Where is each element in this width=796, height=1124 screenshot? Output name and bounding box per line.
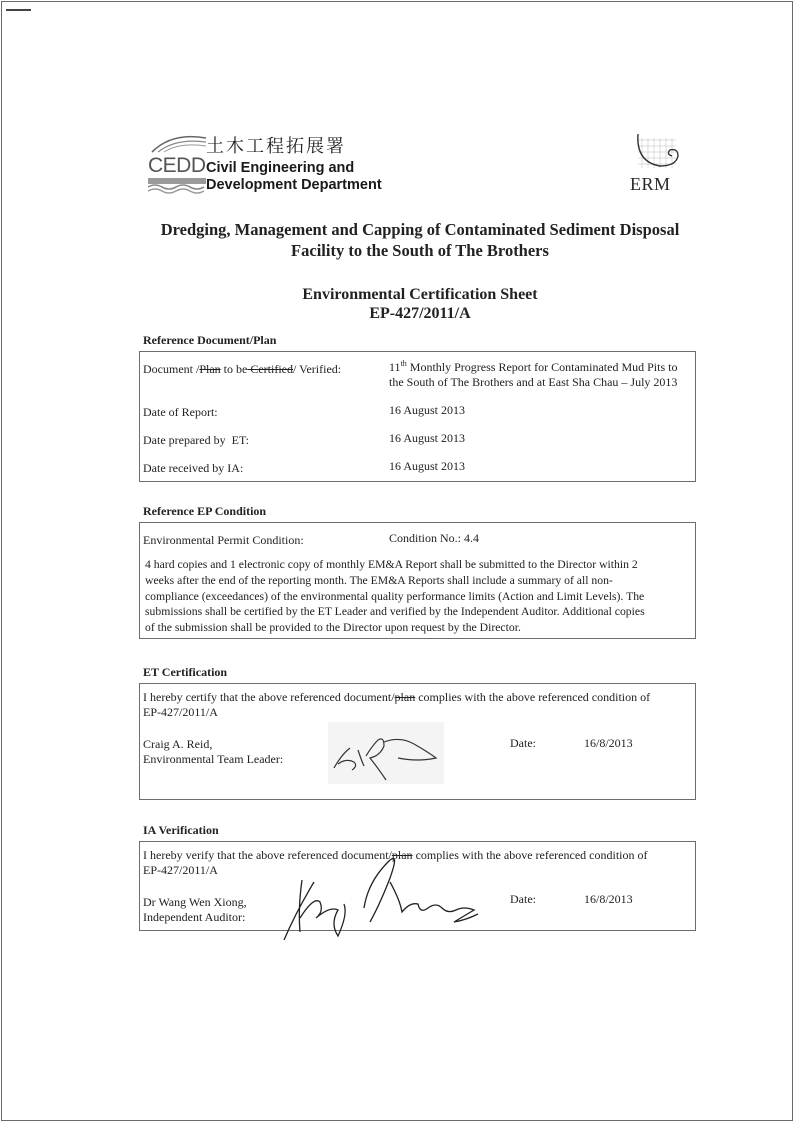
condition-number: Condition No.: 4.4	[389, 531, 480, 545]
et-certification-heading: ET Certification	[143, 665, 228, 679]
struck-certified: Certified	[247, 362, 293, 376]
project-title-line2: Facility to the South of The Brothers	[291, 241, 549, 260]
date-of-report-label: Date of Report:	[143, 405, 218, 419]
et-signatory	[143, 737, 283, 767]
document-value: 11th Monthly Progress Report for Contaminated Mud Pits to the South of The Brothers and at East Sha Chau – July 2013	[389, 359, 678, 389]
cedd-english-name	[206, 160, 382, 194]
sheet-title-text: Environmental Certification Sheet	[302, 286, 538, 303]
et-certification-box	[139, 683, 696, 800]
date-prepared-label: Date prepared by ET:	[143, 433, 250, 447]
permit-number: EP-427/2011/A	[369, 305, 471, 322]
erm-grid-spiral-icon	[630, 132, 686, 172]
erm-logo	[630, 132, 686, 194]
struck-plan: Plan	[199, 362, 221, 376]
ia-date-value: 16/8/2013	[584, 892, 633, 906]
ia-role: Independent Auditor:	[143, 910, 246, 924]
ep-condition-label: Environmental Permit Condition:	[143, 533, 304, 547]
ia-verification-box	[139, 841, 696, 931]
ia-signature-image	[278, 852, 488, 944]
et-date-value: 16/8/2013	[584, 736, 633, 750]
struck-plan: plan	[391, 848, 413, 862]
date-received-label: Date received by IA:	[143, 461, 244, 475]
struck-plan: plan	[394, 690, 416, 704]
ep-condition-text: 4 hard copies and 1 electronic copy of monthly EM&A Report shall be submitted to the Director within 2 weeks after the end of the reporting month. The EM&A Reports shall include a summary of all non- compliance (exceedances) of the environmental quality performance limits (Action and Limit Levels). The submissions shall be certified by the ET Leader and verified by the Independent Auditor. Additional copies of the submission shall be provided to the Director upon request by the Director.	[145, 558, 645, 635]
et-role: Environmental Team Leader:	[143, 752, 284, 766]
et-signature-image	[328, 722, 444, 784]
cedd-swoosh-icon	[150, 130, 208, 154]
ia-signatory	[143, 895, 247, 925]
reference-ep-heading: Reference EP Condition	[143, 504, 267, 518]
cedd-logo	[146, 130, 396, 196]
date-of-report-value: 16 August 2013	[389, 403, 466, 417]
date-received-value: 16 August 2013	[389, 459, 466, 473]
project-title-line1: Dredging, Management and Capping of Contaminated Sediment Disposal	[160, 220, 680, 239]
project-title	[140, 219, 700, 261]
cedd-english-line2: Development Department	[206, 177, 382, 193]
reference-ep-box	[139, 522, 696, 639]
ia-verification-heading: IA Verification	[143, 823, 219, 837]
scan-corner-mark	[6, 9, 31, 11]
sheet-title	[140, 285, 700, 323]
ia-date-label: Date:	[510, 892, 536, 906]
cedd-waves-icon	[148, 178, 206, 194]
reference-document-box	[139, 351, 696, 482]
et-name: Craig A. Reid,	[143, 737, 213, 751]
cedd-chinese-name: 土木工程拓展署	[206, 136, 346, 157]
reference-document-heading: Reference Document/Plan	[143, 333, 277, 347]
document-label: Document /Plan to be Certified/ Verified:	[143, 362, 342, 376]
cedd-english-line1: Civil Engineering and	[206, 160, 355, 176]
ia-statement: I hereby verify that the above referenced document/plan complies with the above referenced condition of EP-427/2011/A	[143, 848, 648, 877]
ia-name: Dr Wang Wen Xiong,	[143, 895, 247, 909]
date-prepared-value: 16 August 2013	[389, 431, 466, 445]
erm-text: ERM	[630, 174, 671, 194]
et-date-label: Date:	[510, 736, 536, 750]
et-statement: I hereby certify that the above referenced document/plan complies with the above referenced condition of EP-427/2011/A	[143, 690, 651, 719]
cedd-abbreviation: CEDD	[148, 154, 206, 177]
